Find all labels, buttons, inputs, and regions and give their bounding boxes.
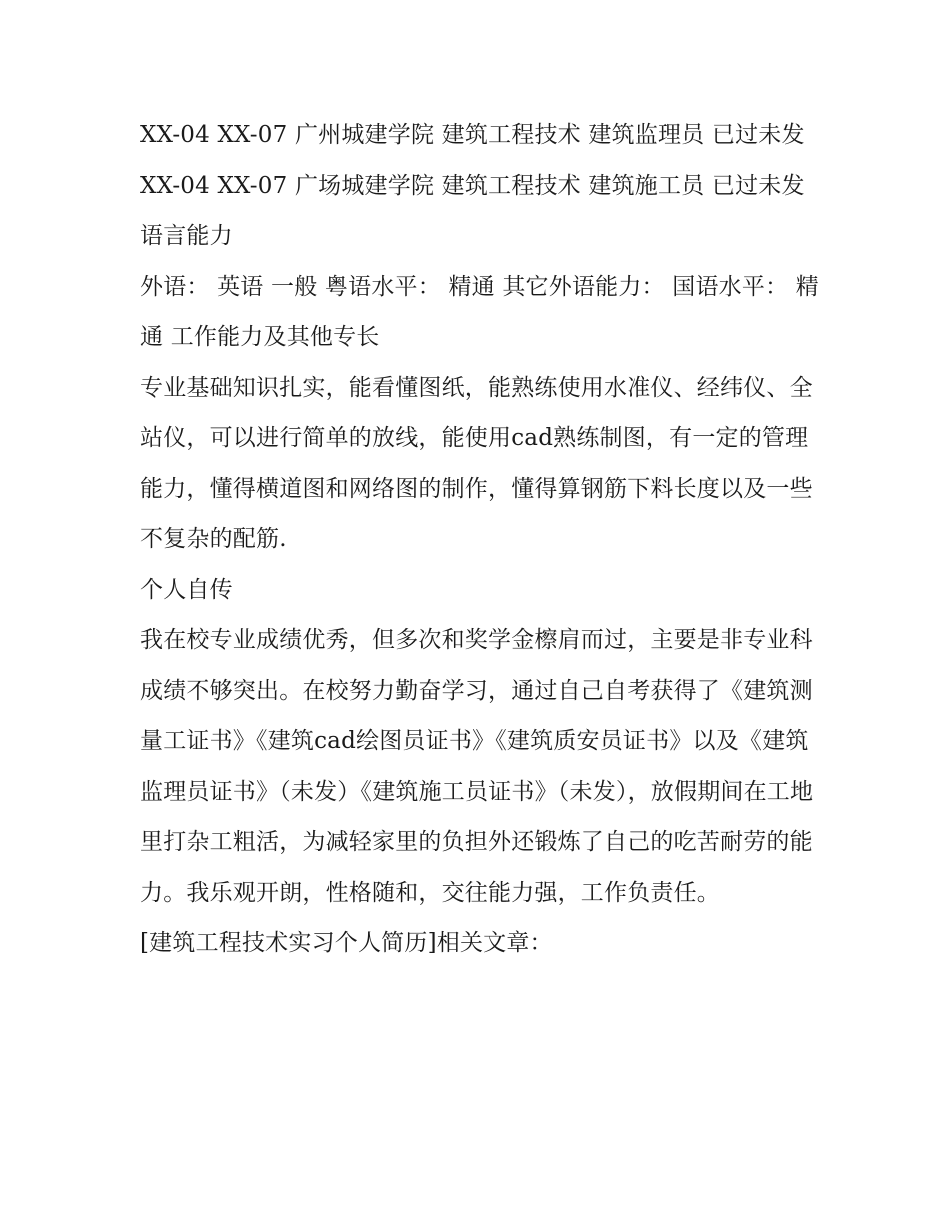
language-skills-paragraph: 外语： 英语 一般 粤语水平： 精通 其它外语能力： 国语水平： 精通 工作能力及其他专长 — [140, 273, 819, 350]
education-record-paragraph: XX-04 XX-07 广州城建学院 建筑工程技术 建筑监理员 已过未发 XX-04 XX-07 广场城建学院 建筑工程技术 建筑施工员 已过未发 语言能力 — [140, 122, 805, 249]
work-skills-paragraph: 专业基础知识扎实，能看懂图纸，能熟练使用水准仪、经纬仪、全站仪，可以进行简单的放线，能使用cad熟练制图，有一定的管理能力，懂得横道图和网络图的制作，懂得算钢筋下料长度以及一些不复杂的配筋. — [140, 374, 813, 552]
document-body — [140, 110, 820, 969]
autobiography-paragraph: 我在校专业成绩优秀，但多次和奖学金檫肩而过，主要是非专业科成绩不够突出。在校努力勤奋学习，通过自己自考获得了《建筑测量工证书》《建筑cad绘图员证书》《建筑质安员证书》以及《建筑监理员证书》（未发）《建筑施工员证书》（未发），放假期间在工地里打杂工粗活，为减轻家里的负担外还锻炼了自己的吃苦耐劳的能力。我乐观开朗，性格随和，交往能力强，工作负责任。 — [140, 627, 814, 906]
related-articles-link[interactable]: [建筑工程技术实习个人简历]相关文章： — [140, 930, 553, 956]
autobiography-heading: 个人自传 — [140, 576, 233, 603]
